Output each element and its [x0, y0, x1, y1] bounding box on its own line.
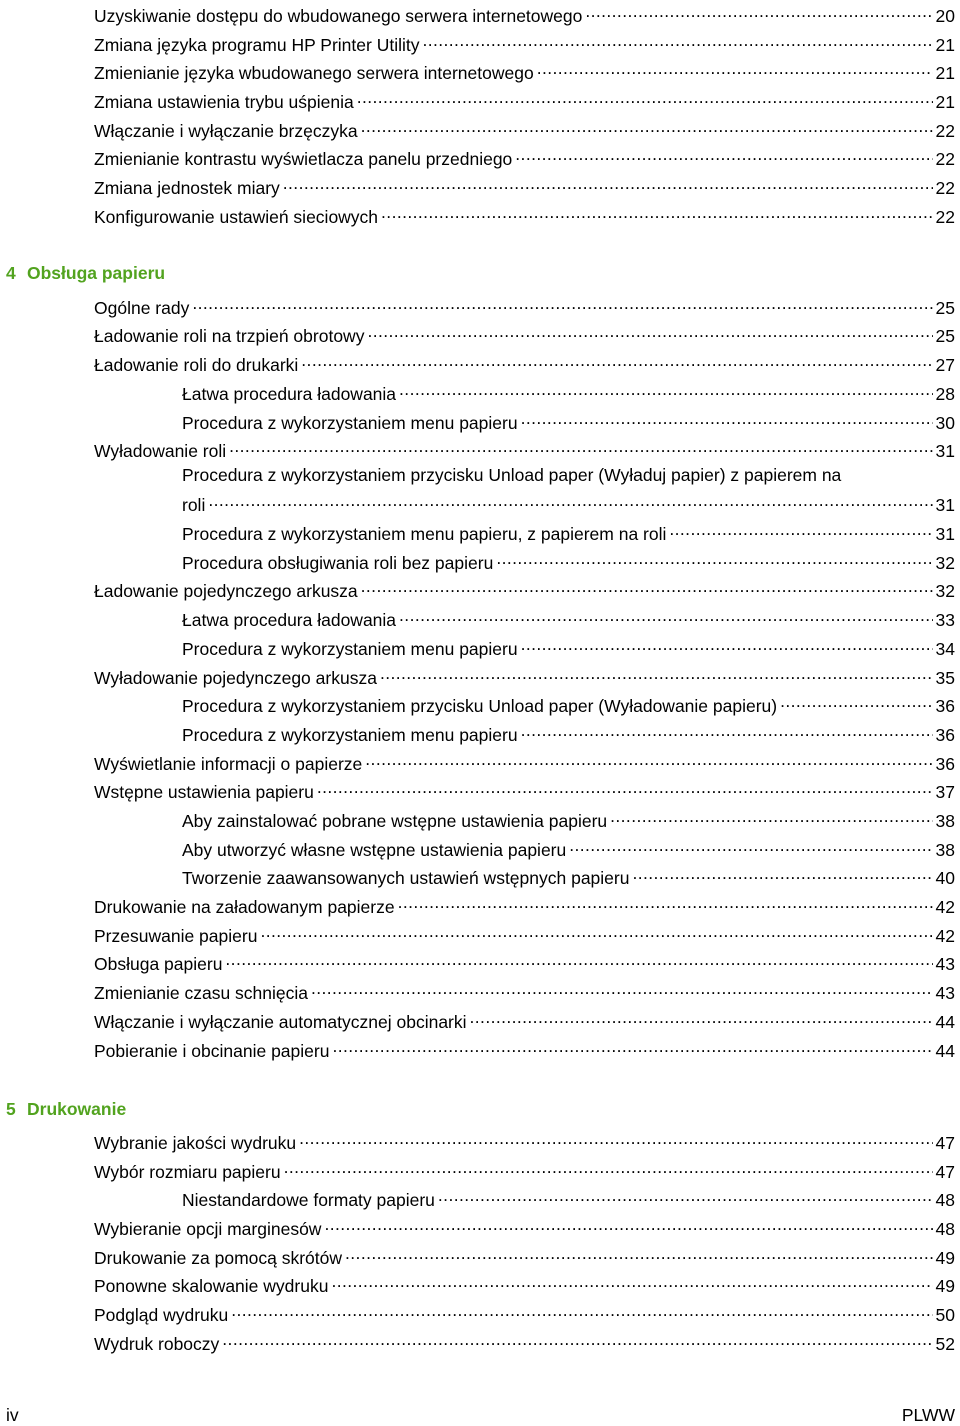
toc-entry[interactable] [94, 1156, 955, 1183]
toc-entry-title: Łatwa procedura ładowania [182, 610, 397, 630]
toc-leader-dots [361, 575, 933, 597]
toc-leader-dots [380, 662, 933, 684]
toc-entry-page: 36 [935, 725, 955, 745]
toc-entry[interactable] [94, 349, 955, 376]
toc-entry-title: Wyładowanie roli [94, 441, 227, 461]
toc-leader-dots [398, 891, 933, 913]
toc-entry-title: Aby utworzyć własne wstępne ustawienia papieru [182, 840, 567, 860]
toc-entry-page: 49 [935, 1248, 955, 1268]
toc-entry-page: 35 [935, 668, 955, 688]
toc-entry-title: Włączanie i wyłączanie automatycznej obcinarki [94, 1012, 467, 1032]
toc-leader-dots [345, 1242, 933, 1264]
toc-entry-title: Wstępne ustawienia papieru [94, 782, 314, 802]
toc-leader-dots [222, 1328, 932, 1350]
toc-entry-title: Uzyskiwanie dostępu do wbudowanego serwera internetowego [94, 6, 583, 26]
toc-leader-dots [317, 776, 933, 798]
toc-entry-page: 49 [935, 1276, 955, 1296]
toc-leader-dots [299, 1127, 932, 1149]
toc-entry-title: Ponowne skalowanie wydruku [94, 1276, 329, 1296]
toc-entry-title: Łatwa procedura ładowania [182, 384, 397, 404]
chapter-heading[interactable] [6, 262, 165, 284]
toc-leader-dots [521, 719, 933, 741]
toc-entry[interactable] [94, 948, 955, 975]
toc-subentry-title-line1[interactable]: Procedura z wykorzystaniem przycisku Unload paper (Wyładuj papier) z papierem na [182, 465, 842, 485]
toc-entry-page: 40 [935, 868, 955, 888]
toc-entry-page: 30 [935, 413, 955, 433]
toc-entry-page: 36 [935, 754, 955, 774]
toc-leader-dots [332, 1035, 932, 1057]
toc-entry-title: Wybieranie opcji marginesów [94, 1219, 322, 1239]
toc-entry-title: Podgląd wydruku [94, 1305, 229, 1325]
toc-leader-dots [361, 115, 933, 137]
toc-entry-title: roli [182, 495, 206, 515]
toc-entry-page: 36 [935, 696, 955, 716]
toc-leader-dots [610, 805, 932, 827]
toc-leader-dots [496, 547, 932, 569]
chapter-heading[interactable] [6, 1098, 126, 1120]
chapter-number: 4 [6, 263, 16, 283]
toc-leader-dots [422, 29, 932, 51]
toc-entry-page: 31 [935, 441, 955, 461]
toc-entry-title: Wydruk roboczy [94, 1334, 220, 1354]
toc-entry[interactable] [94, 575, 955, 602]
toc-leader-dots [229, 435, 932, 457]
toc-entry[interactable] [94, 435, 955, 462]
toc-entry-title: Wyładowanie pojedynczego arkusza [94, 668, 377, 688]
toc-subentry[interactable] [182, 633, 955, 660]
toc-leader-dots [438, 1184, 933, 1206]
toc-subentry[interactable] [182, 805, 955, 832]
toc-entry-title: Ładowanie roli do drukarki [94, 355, 299, 375]
toc-entry-page: 22 [935, 149, 955, 169]
toc-entry[interactable] [94, 292, 955, 319]
toc-subentry[interactable] [182, 719, 955, 746]
toc-leader-dots [399, 604, 932, 626]
toc-leader-dots [283, 172, 933, 194]
toc-entry-page: 20 [935, 6, 955, 26]
toc-entry[interactable] [94, 891, 955, 918]
toc-entry-page: 38 [935, 840, 955, 860]
toc-entry[interactable] [94, 57, 955, 84]
footer-page-label: iv [6, 1405, 19, 1425]
toc-entry[interactable] [94, 748, 955, 775]
toc-leader-dots [399, 378, 932, 400]
toc-leader-dots [331, 1270, 932, 1292]
toc-subentry[interactable] [182, 407, 955, 434]
toc-subentry[interactable] [182, 834, 955, 861]
toc-entry-page: 33 [935, 610, 955, 630]
toc-entry[interactable] [94, 1299, 955, 1326]
toc-entry-page: 42 [935, 897, 955, 917]
toc-entry-title: Procedura z wykorzystaniem menu papieru [182, 725, 518, 745]
toc-entry-page: 21 [935, 63, 955, 83]
toc-entry[interactable] [94, 1213, 955, 1240]
toc-entry[interactable] [94, 776, 955, 803]
toc-entry[interactable] [94, 1242, 955, 1269]
toc-entry-page: 44 [935, 1041, 955, 1061]
toc-entry-page: 38 [935, 811, 955, 831]
toc-leader-dots [780, 690, 932, 712]
toc-leader-dots [470, 1006, 933, 1028]
toc-entry-title: Zmiana języka programu HP Printer Utility [94, 35, 420, 55]
toc-leader-dots [365, 748, 932, 770]
toc-entry[interactable] [94, 1328, 955, 1355]
toc-entry-title: Wyświetlanie informacji o papierze [94, 754, 363, 774]
toc-entry-page: 31 [935, 524, 955, 544]
toc-entry-page: 48 [935, 1190, 955, 1210]
toc-leader-dots [208, 489, 932, 511]
toc-entry-page: 21 [935, 35, 955, 55]
toc-entry-page: 22 [935, 121, 955, 141]
toc-entry[interactable] [94, 662, 955, 689]
toc-leader-dots [301, 349, 932, 371]
toc-entry-page: 25 [935, 298, 955, 318]
toc-entry-title: Niestandardowe formaty papieru [182, 1190, 435, 1210]
toc-entry-title: Procedura z wykorzystaniem menu papieru [182, 413, 518, 433]
toc-leader-dots [669, 518, 932, 540]
toc-leader-dots [311, 977, 933, 999]
chapter-number: 5 [6, 1099, 16, 1119]
toc-entry-page: 42 [935, 926, 955, 946]
toc-entry-title: Zmiana jednostek miary [94, 178, 280, 198]
toc-entry-title: Tworzenie zaawansowanych ustawień wstępnych papieru [182, 868, 630, 888]
toc-entry-title: Aby zainstalować pobrane wstępne ustawienia papieru [182, 811, 608, 831]
toc-entry-title: Zmienianie czasu schnięcia [94, 983, 308, 1003]
toc-entry-title: Konfigurowanie ustawień sieciowych [94, 207, 379, 227]
toc-entry[interactable] [94, 1035, 955, 1062]
toc-entry-page: 21 [935, 92, 955, 112]
toc-entry-title: Przesuwanie papieru [94, 926, 258, 946]
toc-entry-page: 44 [935, 1012, 955, 1032]
toc-leader-dots [632, 862, 932, 884]
toc-entry-title: Ogólne rady [94, 298, 190, 318]
toc-entry-title: Wybranie jakości wydruku [94, 1133, 297, 1153]
toc-entry-page: 47 [935, 1162, 955, 1182]
toc-entry-title: Procedura obsługiwania roli bez papieru [182, 553, 494, 573]
toc-leader-dots [381, 201, 932, 223]
toc-entry[interactable] [94, 1006, 955, 1033]
toc-subentry[interactable] [182, 518, 955, 545]
toc-entry-page: 43 [935, 954, 955, 974]
toc-subentry[interactable] [182, 1184, 955, 1211]
toc-entry[interactable] [94, 201, 955, 228]
toc-leader-dots [515, 143, 932, 165]
toc-entry-page: 43 [935, 983, 955, 1003]
toc-entry[interactable] [94, 29, 955, 56]
toc-entry[interactable] [94, 320, 955, 347]
toc-entry-page: 28 [935, 384, 955, 404]
toc-entry-title: Ładowanie roli na trzpień obrotowy [94, 326, 365, 346]
toc-entry[interactable] [94, 1127, 955, 1154]
toc-entry-page: 50 [935, 1305, 955, 1325]
toc-entry-page: 22 [935, 207, 955, 227]
toc-entry[interactable] [94, 977, 955, 1004]
toc-entry-title: Pobieranie i obcinanie papieru [94, 1041, 330, 1061]
toc-entry-page: 52 [935, 1334, 955, 1354]
toc-entry-title: Zmienianie kontrastu wyświetlacza panelu przedniego [94, 149, 513, 169]
toc-entry-page: 48 [935, 1219, 955, 1239]
toc-entry-title: Zmienianie języka wbudowanego serwera internetowego [94, 63, 534, 83]
toc-entry-title: Drukowanie za pomocą skrótów [94, 1248, 343, 1268]
toc-subentry[interactable] [182, 690, 955, 717]
toc-entry-title: Wybór rozmiaru papieru [94, 1162, 281, 1182]
toc-leader-dots [537, 57, 933, 79]
toc-entry-page: 32 [935, 581, 955, 601]
toc-leader-dots [324, 1213, 932, 1235]
toc-entry[interactable] [94, 115, 955, 142]
toc-subentry[interactable] [182, 604, 955, 631]
toc-entry-title: Włączanie i wyłączanie brzęczyka [94, 121, 358, 141]
toc-entry[interactable] [94, 920, 955, 947]
toc-subentry[interactable] [182, 378, 955, 405]
toc-entry-title: Obsługa papieru [94, 954, 223, 974]
toc-entry-page: 47 [935, 1133, 955, 1153]
toc-subentry[interactable] [182, 862, 955, 889]
toc-leader-dots [569, 834, 932, 856]
toc-entry-page: 34 [935, 639, 955, 659]
toc-entry[interactable] [94, 86, 955, 113]
toc-leader-dots [521, 407, 933, 429]
toc-subentry[interactable] [182, 547, 955, 574]
toc-subentry[interactable] [182, 489, 955, 516]
toc-entry-title: Procedura z wykorzystaniem menu papieru [182, 639, 518, 659]
toc-entry[interactable] [94, 0, 955, 27]
toc-leader-dots [260, 920, 932, 942]
chapter-title: Obsługa papieru [27, 263, 166, 283]
toc-leader-dots [521, 633, 933, 655]
toc-entry[interactable] [94, 143, 955, 170]
toc-leader-dots [367, 320, 932, 342]
toc-entry-page: 37 [935, 782, 955, 802]
toc-leader-dots [225, 948, 932, 970]
toc-entry-page: 25 [935, 326, 955, 346]
toc-entry-page: 22 [935, 178, 955, 198]
toc-entry-page: 27 [935, 355, 955, 375]
toc-entry-page: 32 [935, 553, 955, 573]
toc-entry-title: Drukowanie na załadowanym papierze [94, 897, 395, 917]
toc-leader-dots [231, 1299, 932, 1321]
chapter-title: Drukowanie [27, 1099, 127, 1119]
toc-entry[interactable] [94, 172, 955, 199]
toc-entry-title: Zmiana ustawienia trybu uśpienia [94, 92, 354, 112]
footer-doc-code: PLWW [901, 1405, 955, 1425]
toc-entry-title: Procedura z wykorzystaniem przycisku Unload paper (Wyładowanie papieru) [182, 696, 778, 716]
toc-leader-dots [585, 0, 932, 22]
toc-leader-dots [192, 292, 932, 314]
toc-entry-title: Procedura z wykorzystaniem menu papieru, z papierem na roli [182, 524, 667, 544]
toc-leader-dots [284, 1156, 933, 1178]
toc-entry-page: 31 [935, 495, 955, 515]
toc-entry-title: Ładowanie pojedynczego arkusza [94, 581, 358, 601]
toc-leader-dots [357, 86, 933, 108]
toc-entry[interactable] [94, 1270, 955, 1297]
